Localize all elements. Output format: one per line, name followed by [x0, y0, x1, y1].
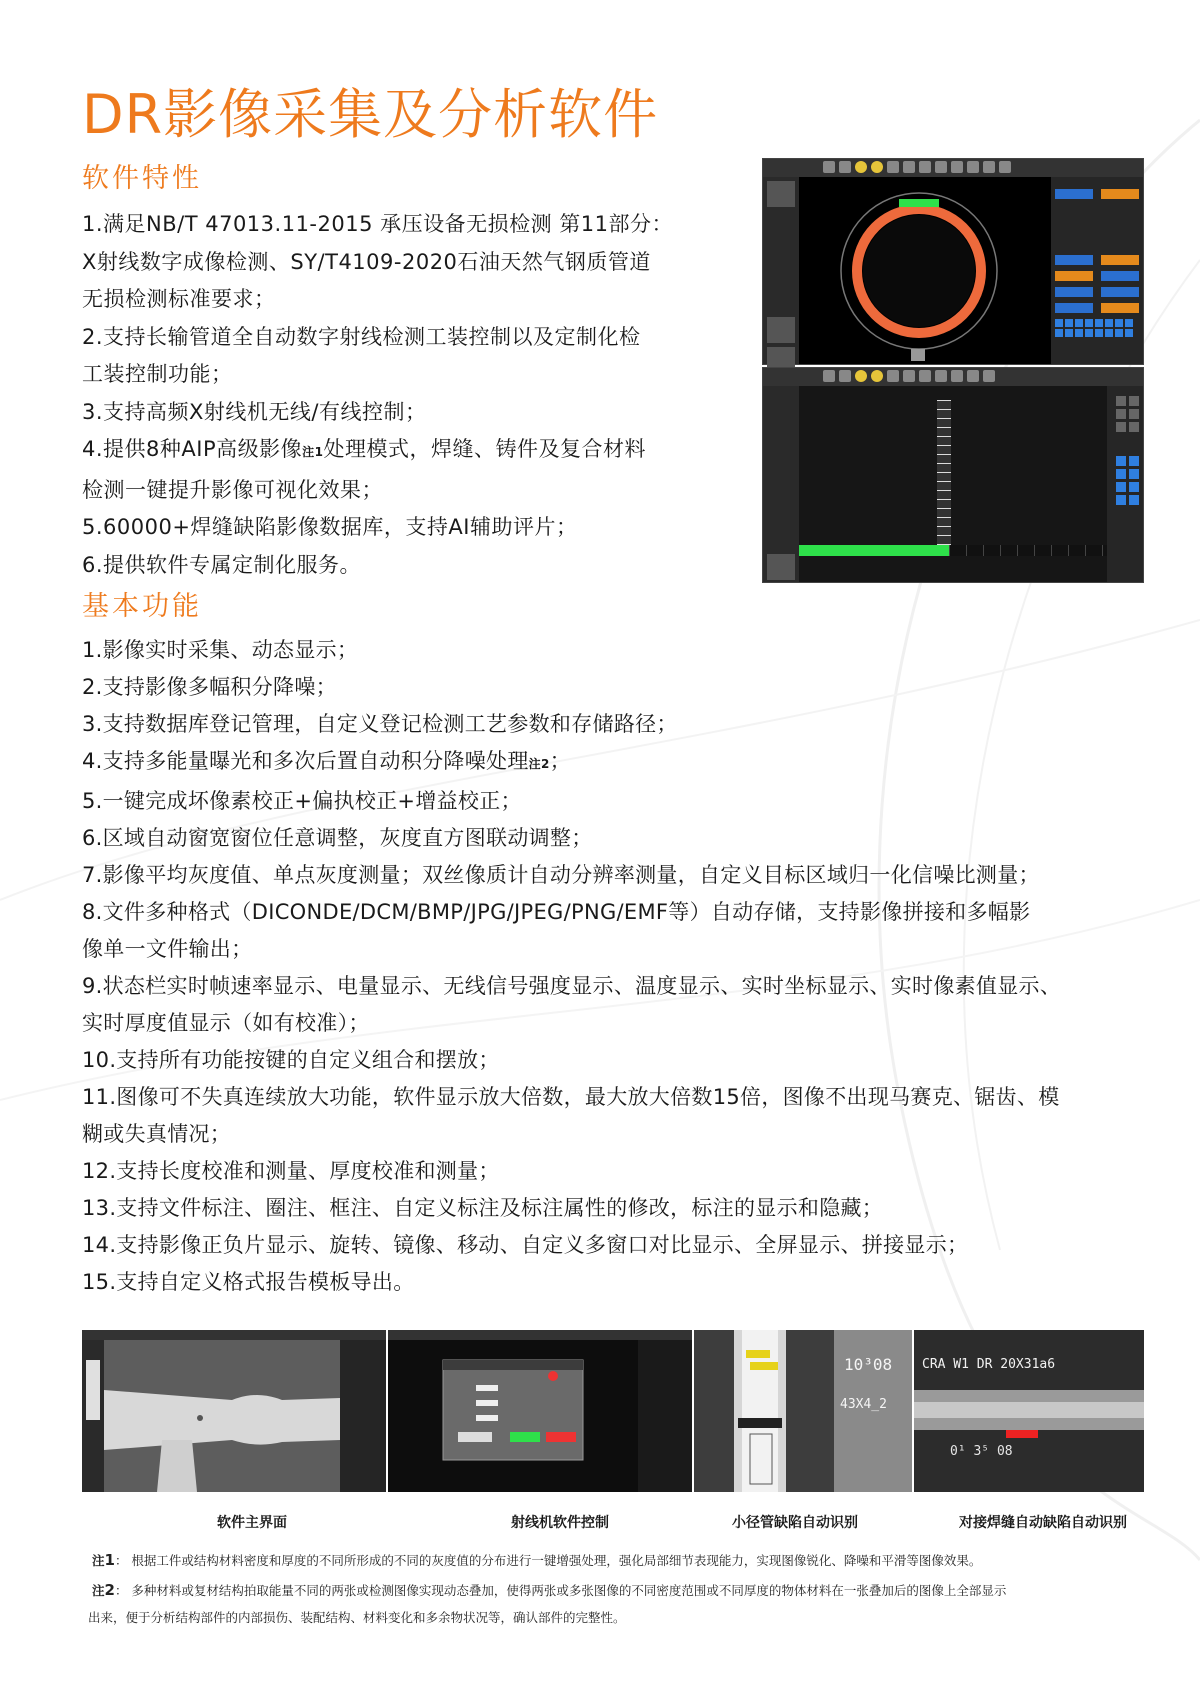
toolbar	[763, 159, 1143, 177]
weld-stamp-3: CRA W1 DR 20X31a6	[922, 1357, 1056, 1372]
panel-button[interactable]	[1101, 287, 1139, 297]
caption-main-interface: 软件主界面	[217, 1515, 287, 1531]
toolbar	[763, 368, 1143, 386]
list-item: 检测一键提升影像可视化效果；	[82, 477, 383, 502]
caption-small-pipe: 小径管缺陷自动识别	[732, 1515, 858, 1531]
list-item: 3.支持高频X射线机无线/有线控制；	[82, 399, 427, 424]
panel-button[interactable]	[1055, 287, 1093, 297]
software-screenshots	[762, 158, 1144, 583]
list-item: 6.提供软件专属定制化服务。	[82, 552, 362, 577]
weld-stamp-4: 0¹ 3⁵ 08	[950, 1444, 1013, 1459]
screenshot-weld-scan	[762, 367, 1144, 583]
panel-grid	[1116, 396, 1139, 432]
list-item: 像单一文件输出；	[82, 937, 253, 961]
footnote-2: 注2： 多种材料或复材结构拍取能量不同的两张或检测图像实现动态叠加，使得两张或多张图像的不同密度范围或不同厚度的物体材料在一张叠加后的图像上全部显示	[92, 1581, 1007, 1599]
footnote-2-continued: 出来，便于分析结构部件的内部损伤、装配结构、材料变化和多余物状况等，确认部件的完整性。	[88, 1610, 626, 1625]
note-reference: 注1	[302, 445, 324, 459]
list-item: 6.区域自动窗宽窗位任意调整，灰度直方图联动调整；	[82, 826, 593, 850]
panel-button[interactable]	[1055, 303, 1093, 313]
list-item: 9.状态栏实时帧速率显示、电量显示、无线信号强度显示、温度显示、实时坐标显示、实时像素值显示、	[82, 974, 1062, 998]
list-item: X射线数字成像检测、SY/T4109-2020石油天然气钢质管道	[82, 249, 651, 274]
list-item: 14.支持影像正负片显示、旋转、镜像、移动、自定义多窗口对比显示、全屏显示、拼接显示；	[82, 1233, 969, 1257]
list-item: 7.影像平均灰度值、单点灰度测量；双丝像质计自动分辨率测量，自定义目标区域归一化信噪比测量；	[82, 863, 1040, 887]
panel-button[interactable]	[1101, 303, 1139, 313]
list-item: 8.文件多种格式（DICONDE/DCM/BMP/JPG/JPEG/PNG/EMF等）自动存储，支持影像拼接和多幅影	[82, 900, 1031, 924]
caption-butt-weld: 对接焊缝自动缺陷自动识别	[959, 1515, 1127, 1531]
panel-grid	[1116, 456, 1139, 505]
list-item: 1.影像实时采集、动态显示；	[82, 638, 359, 662]
list-item: 工装控制功能；	[82, 362, 233, 386]
caption-xray-control: 射线机软件控制	[511, 1515, 609, 1531]
scan-cells	[949, 545, 1107, 556]
main-interface-image	[82, 1330, 386, 1492]
image-viewer	[799, 177, 1051, 364]
scan-progress	[799, 545, 949, 556]
features-heading: 软件特性	[82, 163, 202, 194]
list-item: 1.满足NB/T 47013.11-2015 承压设备无损检测 第11部分：	[82, 212, 674, 236]
small-pipe-defect-image	[694, 1330, 912, 1492]
list-item: 11.图像可不失真连续放大功能，软件显示放大倍数，最大放大倍数15倍，图像不出现马赛克、锯齿、模	[82, 1085, 1060, 1109]
features-list	[82, 206, 732, 584]
xray-control-image	[388, 1330, 692, 1492]
panel-button[interactable]	[1101, 255, 1139, 265]
panel-button[interactable]	[1055, 189, 1093, 199]
list-item: 3.支持数据库登记管理，自定义登记检测工艺参数和存储路径；	[82, 712, 678, 736]
note-reference: 注2	[528, 757, 550, 771]
left-tools	[763, 386, 799, 582]
panel-grid	[1055, 319, 1133, 337]
scan-ladder	[937, 400, 951, 545]
list-item: 5.60000+焊缝缺陷影像数据库，支持AI辅助评片；	[82, 515, 578, 539]
list-item: 实时厚度值显示（如有校准）；	[82, 1011, 370, 1035]
list-item: 糊或失真情况；	[82, 1122, 232, 1146]
screenshot-pipe-scan	[762, 158, 1144, 365]
weld-stamp-2: 43X4_2	[840, 1397, 887, 1412]
list-item: 2.支持长输管道全自动数字射线检测工装控制以及定制化检	[82, 324, 641, 349]
pipe-ring-graphic	[799, 177, 1053, 364]
list-item: 10.支持所有功能按键的自定义组合和摆放；	[82, 1048, 500, 1072]
functions-list	[82, 632, 1142, 1301]
list-item: 4.支持多能量曝光和多次后置自动积分降噪处理注2；	[82, 749, 571, 773]
image-viewer	[799, 386, 1107, 582]
list-item: 5.一键完成坏像素校正+偏执校正+增益校正；	[82, 789, 522, 813]
panel-button[interactable]	[1055, 271, 1093, 281]
butt-weld-defect-image	[914, 1330, 1144, 1492]
page-title: DR影像采集及分析软件	[82, 83, 659, 146]
panel-button[interactable]	[1101, 189, 1139, 199]
functions-heading: 基本功能	[82, 591, 202, 622]
control-panel	[1107, 386, 1143, 582]
list-item: 15.支持自定义格式报告模板导出。	[82, 1270, 415, 1294]
list-item: 13.支持文件标注、圈注、框注、自定义标注及标注属性的修改，标注的显示和隐藏；	[82, 1196, 884, 1220]
left-tools	[763, 177, 799, 364]
control-panel	[1051, 177, 1143, 364]
weld-stamp-1: 10³08	[844, 1355, 893, 1374]
list-item: 2.支持影像多幅积分降噪；	[82, 675, 337, 699]
panel-button[interactable]	[1101, 271, 1139, 281]
list-item: 4.提供8种AIP高级影像注1处理模式，焊缝、铸件及复合材料	[82, 437, 646, 461]
example-images	[82, 1330, 1144, 1492]
list-item: 12.支持长度校准和测量、厚度校准和测量；	[82, 1159, 500, 1183]
footnote-1: 注1： 根据工件或结构材料密度和厚度的不同所形成的不同的灰度值的分布进行一键增强处理，强化局部细节表现能力，实现图像锐化、降噪和平滑等图像效果。	[92, 1551, 982, 1569]
panel-button[interactable]	[1055, 255, 1093, 265]
list-item: 无损检测标准要求；	[82, 287, 276, 311]
